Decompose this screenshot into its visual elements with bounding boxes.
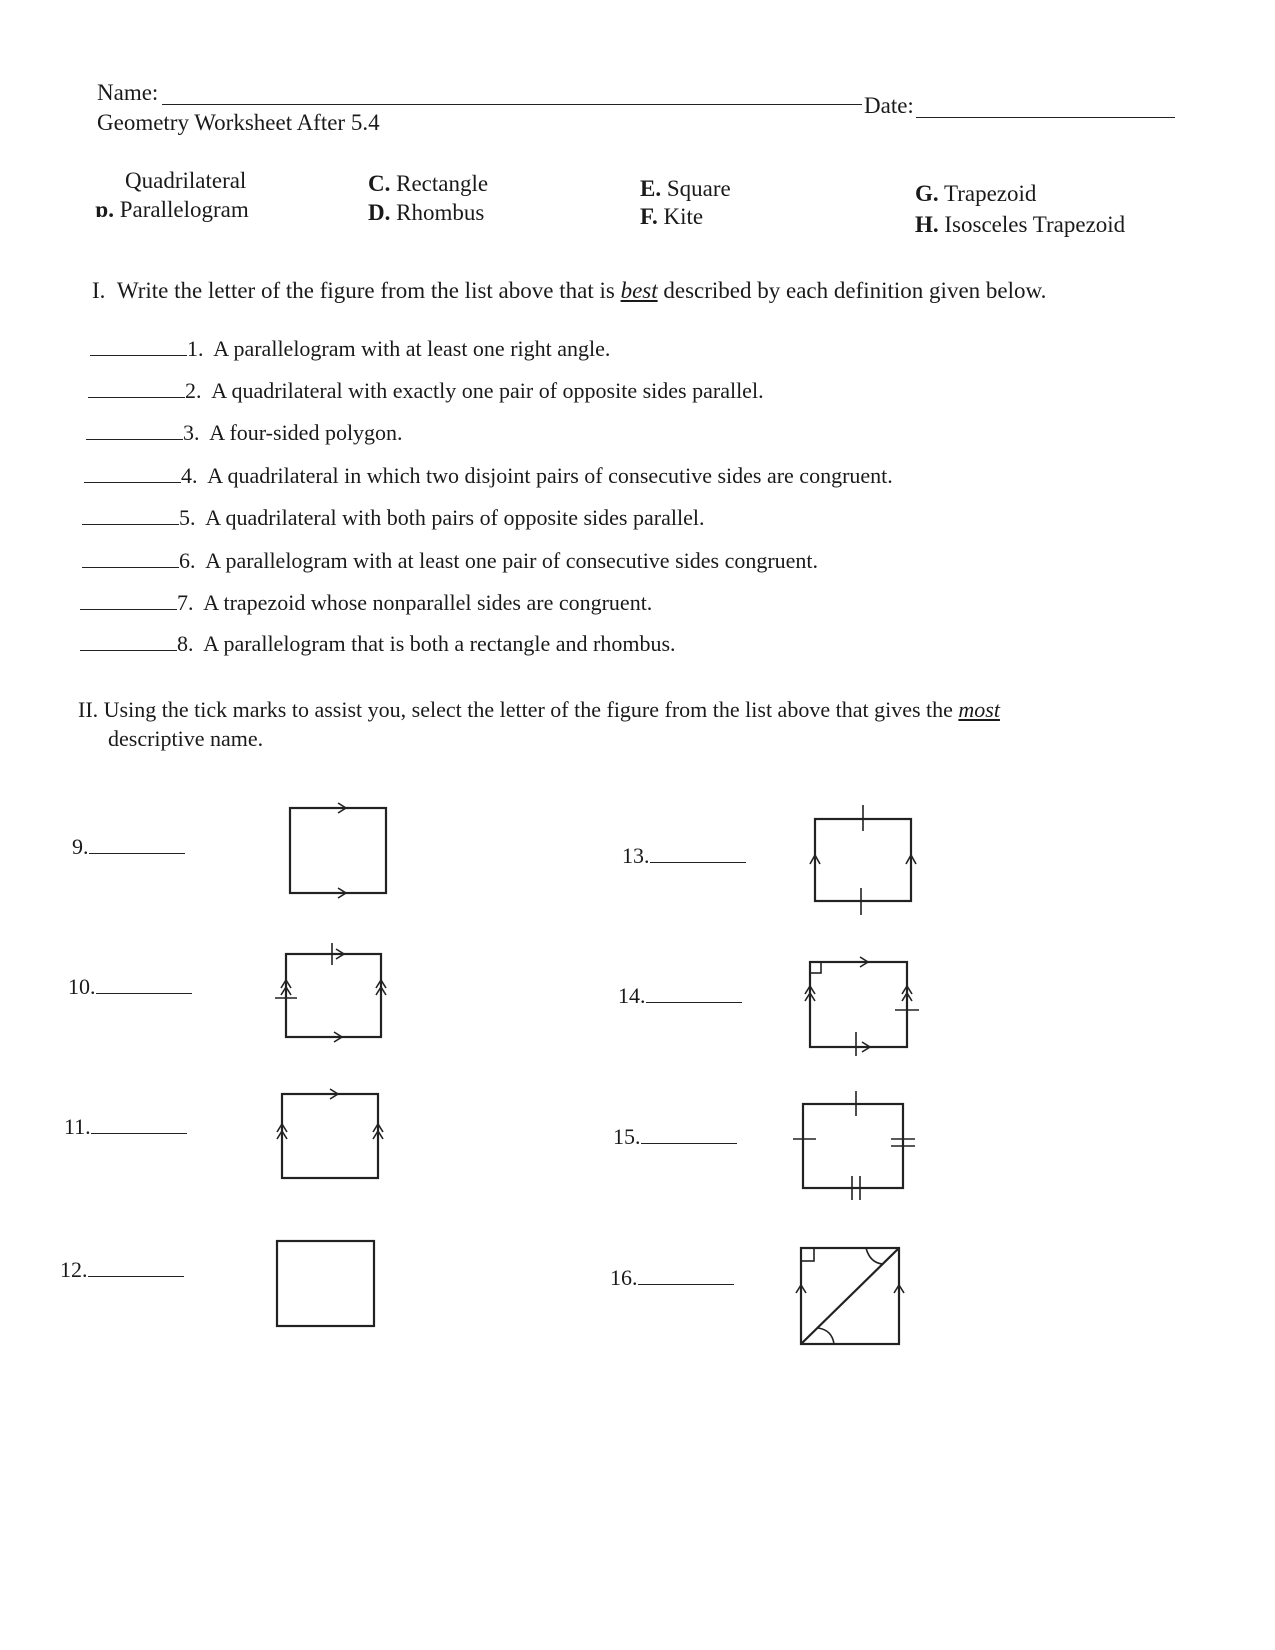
answer-blank-8[interactable]: [80, 650, 177, 651]
section-1-instructions: I. Write the letter of the figure from the list above that is best described by each definition given below.: [92, 278, 1047, 303]
figure-11: [270, 1082, 395, 1187]
figure-option-h: H. Isosceles Trapezoid: [915, 212, 1126, 237]
answer-blank-9[interactable]: [89, 853, 185, 854]
figure-option-c: C. Rectangle: [368, 171, 489, 196]
figure-option-d: D. Rhombus: [368, 200, 485, 225]
answer-blank-6[interactable]: [82, 567, 179, 568]
answer-blank-10[interactable]: [96, 993, 192, 994]
question-12: 12.: [60, 1257, 184, 1283]
question-7: 7. A trapezoid whose nonparallel sides are congruent.: [80, 590, 652, 616]
figure-option-a: Quadrilateral: [125, 168, 247, 193]
question-5: 5. A quadrilateral with both pairs of opposite sides parallel.: [82, 505, 704, 531]
date-label: Date:: [864, 93, 914, 118]
figure-13: [805, 800, 930, 920]
question-13: 13.: [622, 843, 746, 869]
question-8: 8. A parallelogram that is both a rectangle and rhombus.: [80, 631, 676, 657]
question-15: 15.: [613, 1124, 737, 1150]
question-6: 6. A parallelogram with at least one pair of consecutive sides congruent.: [82, 548, 818, 574]
worksheet-title: Geometry Worksheet After 5.4: [97, 110, 380, 135]
question-14: 14.: [618, 983, 742, 1009]
figure-15: [790, 1088, 920, 1203]
answer-blank-3[interactable]: [86, 439, 183, 440]
answer-blank-7[interactable]: [80, 609, 177, 610]
figure-9: [280, 800, 400, 905]
section-2-instructions: II. Using the tick marks to assist you, select the letter of the figure from the list above that gives the most: [78, 697, 1000, 722]
answer-blank-4[interactable]: [84, 482, 181, 483]
answer-blank-12[interactable]: [88, 1276, 184, 1277]
name-label: Name:: [97, 80, 159, 105]
name-field[interactable]: [162, 104, 862, 105]
question-16: 16.: [610, 1265, 734, 1291]
figure-option-e: E. Square: [640, 176, 731, 201]
answer-blank-1[interactable]: [90, 355, 187, 356]
answer-blank-2[interactable]: [88, 397, 185, 398]
answer-blank-11[interactable]: [91, 1133, 187, 1134]
question-3: 3. A four-sided polygon.: [86, 420, 403, 446]
figure-12: [268, 1232, 388, 1337]
question-9: 9.: [72, 834, 185, 860]
answer-blank-14[interactable]: [646, 1002, 742, 1003]
figure-10: [270, 940, 395, 1045]
date-field[interactable]: [916, 117, 1175, 118]
figure-14: [800, 952, 925, 1062]
answer-blank-16[interactable]: [638, 1284, 734, 1285]
answer-blank-5[interactable]: [82, 524, 179, 525]
figure-option-f: F. Kite: [640, 204, 704, 229]
question-11: 11.: [64, 1114, 187, 1140]
question-10: 10.: [68, 974, 192, 1000]
answer-blank-15[interactable]: [641, 1143, 737, 1144]
figure-option-b: ɒ. Parallelogram: [95, 197, 249, 222]
answer-blank-13[interactable]: [650, 862, 746, 863]
question-4: 4. A quadrilateral in which two disjoint pairs of consecutive sides are congruent.: [84, 463, 893, 489]
figure-16: [790, 1238, 915, 1353]
question-1: 1. A parallelogram with at least one right angle.: [90, 336, 610, 362]
section-2-instructions-cont: descriptive name.: [108, 726, 264, 751]
question-2: 2. A quadrilateral with exactly one pair of opposite sides parallel.: [88, 378, 764, 404]
figure-option-g: G. Trapezoid: [915, 181, 1037, 206]
